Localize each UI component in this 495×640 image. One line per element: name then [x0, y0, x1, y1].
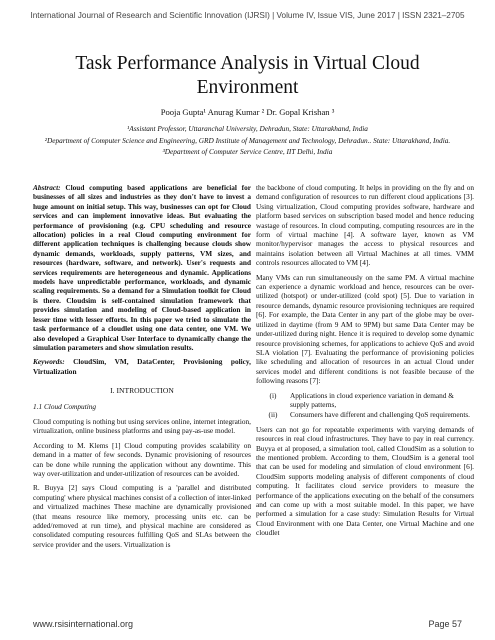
authors-line: Pooja Gupta¹ Anurag Kumar ² Dr. Gopal Krishan ³	[160, 107, 335, 117]
list-item	[256, 391, 474, 410]
keywords-label: Keywords:	[33, 357, 65, 367]
paper-title: Task Performance Analysis in Virtual Cloud Environment	[75, 53, 420, 98]
body-paragraph: the backbone of cloud computing. It helps in providing on the fly and on demand configuration of resources to run different cloud applications [3]. Using virtualization, Cloud computing provides software, hardware and platform based services on subscription based model and hence reducing wastage of resources. In cloud computing, computing resources are in the form of virtual machine [4]. A software layer, known as VM monitor/hypervisor manages the access to physical resources and maintains isolation between all Virtual Machines at all times. VMM controls resources allocated to VM [4].	[256, 183, 474, 268]
abstract-label: Abstract:	[33, 183, 61, 192]
body-paragraph: According to M. Klems [1] Cloud computing provides scalability on demand in a matter of few seconds. Dynamic provisioning of resources can be done while running the application without any downtime. This way over-utilization and under-utilization of resources can be avoided.	[33, 440, 251, 478]
left-column	[33, 183, 251, 554]
keywords	[33, 357, 251, 376]
subsection-heading: 1.1 Cloud Computing	[33, 401, 97, 411]
affiliations	[40, 124, 455, 159]
footer-url: www.rsisinternational.org	[33, 619, 134, 629]
body-paragraph: Many VMs can run simultaneously on the same PM. A virtual machine can experience a dynamic workload and hence, resources can be over-utilized (hotspot) or under-utilized (cold spot) [5]. Due to variation in resource demands, dynamic resource provisioning techniques are required [6]. For example, the Data Center in any part of the globe may be over-utilized in daytime (from 9 AM to 9PM) but same Data Center may be under-utilized during night. Hence it is required to develop some dynamic resource provisioning schemes, for applications to achieve QoS and avoid SLA violation [7]. Evaluating the performance of provisioning policies like scheduling and allocation of resources in an actual Cloud under services model and different conditions is not feasible because of the following reasons [7]:	[256, 272, 474, 386]
footer-page-number: Page 57	[428, 619, 462, 629]
right-column	[256, 183, 474, 543]
section-heading: I. INTRODUCTION	[110, 386, 174, 396]
body-paragraph: R. Buyya [2] says Cloud computing is a 'parallel and distributed computing' where physical machines consist of a collection of inter-linked and virtualized machines These machine are dynamically provisioned (that means resource like memory, processing units etc. can be added/removed at run time), and physical machine are considered as consolidated computing resources fulfilling QoS and SLAs between the service provider and the users. Virtualization is	[33, 483, 251, 549]
body-paragraph: Users can not go for repeatable experiments with varying demands of resources in real cloud infrastructures. They have to pay in real currency. Buyya et al proposed, a simulation tool, called CloudSim as a solution to the mentioned problem. According to them, CloudSim is a general tool that can be used for modeling and simulation of cloud environment [6]. CloudSim supports modeling analysis of different components of cloud computing. It facilitates cloud service providers to measure the performance of the applications executing on the behalf of the consumers and can come up with a most suitable model. In this paper, we have performed a simulation for a case study: Simulation Results for Virtual Cloud Environment with one Data Center, one Virtual Machine and one cloudlet	[256, 424, 474, 538]
keywords-text: CloudSim, VM, DataCenter, Provisioning policy, Virtualization	[33, 357, 251, 376]
list-item-number: (i)	[269, 390, 277, 400]
affiliation-1: ¹Assistant Professor, Uttaranchal University, Dehradun, State: Uttarakhand, India	[127, 124, 368, 133]
list-item	[256, 410, 474, 419]
list-item-text: Applications in cloud experience variation in demand & supply patterns,	[290, 390, 454, 409]
journal-header: International Journal of Research and Scientific Innovation (IJRSI) | Volume IV, Issue VIS, June 2017 | ISSN 2321–2705	[30, 11, 465, 20]
affiliation-3: ³Department of Computer Service Centre, IIT Delhi, India	[162, 147, 333, 156]
list-item-number: (ii)	[268, 410, 278, 420]
conditions-list	[256, 391, 474, 420]
affiliation-2: ²Department of Computer Science and Engineering, GRD Institute of Management and Technology, Dehradun.. State: Uttarakhand, India.	[44, 135, 451, 145]
abstract-text: Cloud computing based applications are beneficial for businesses of all sizes and industries as they don't have to invest a huge amount on initial setup. This way, businesses can opt for Cloud services and can implement innovative ideas. But evaluating the performance of provisioning (e.g. CPU scheduling and resource allocation) policies in a real Cloud computing environment for different application techniques is challenging because clouds show dynamic demands, workloads, supply patterns, VM sizes, and resources (hardware, software, and network). User's requests and services requirements are heterogeneous and dynamic. Applications models have unpredictable performance, workloads, and dynamic scaling requirements. So a demand for a Simulation toolkit for Cloud is there. Cloudsim is self-contained simulation framework that provides simulation and modeling of Cloud-based application in lesser time with lesser efforts. In this paper we tried to simulate the task performance of a cloudlet using one data center, one VM. We also developed a Graphical User Interface to dynamically change the simulation parameters and show simulation results.	[33, 183, 251, 352]
list-item-text: Consumers have different and challenging QoS requirements.	[290, 410, 471, 420]
abstract	[33, 183, 251, 352]
body-paragraph: Cloud computing is nothing but using services online, internet integration, virtualization, online business platforms and using pay-as-use model.	[33, 416, 251, 436]
